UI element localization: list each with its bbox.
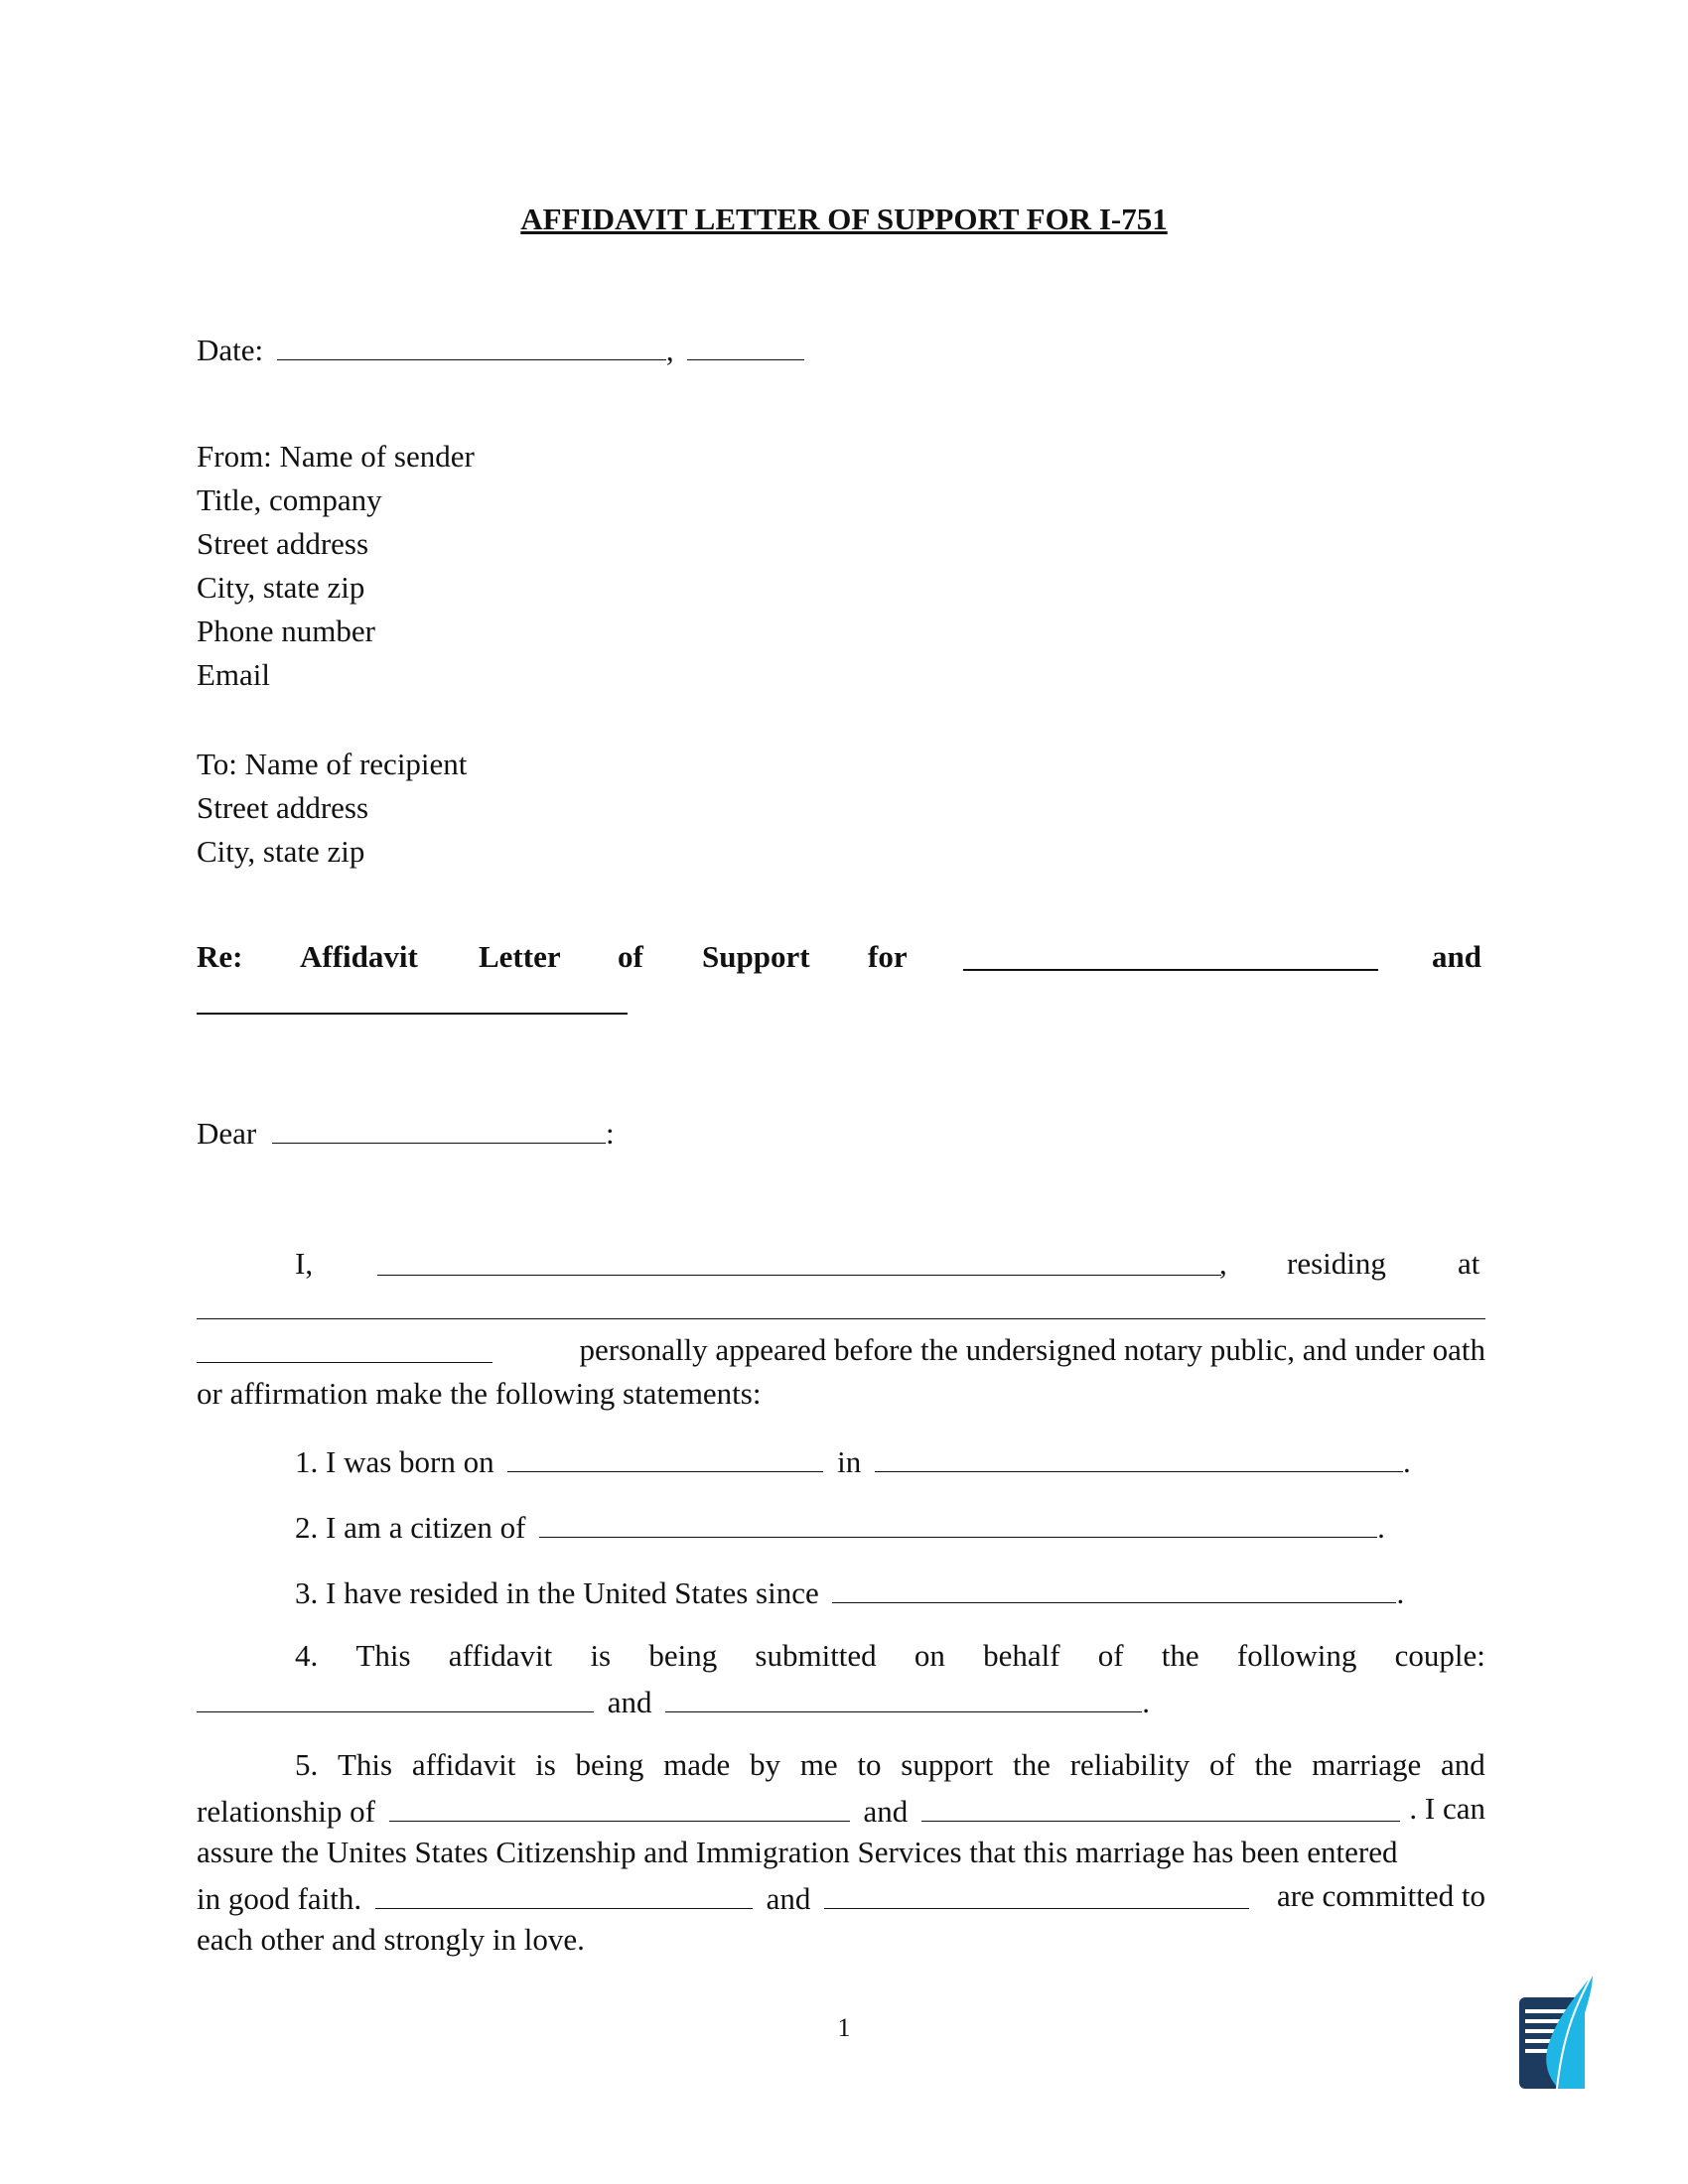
sender-block	[197, 435, 475, 697]
re-word-for: for	[868, 939, 908, 974]
statement-5-line-5: each other and strongly in love.	[197, 1922, 585, 1957]
intro-at: at	[1458, 1246, 1480, 1281]
recipient-street: Street address	[197, 790, 369, 825]
sender-phone: Phone number	[197, 614, 375, 648]
recipient-block	[197, 743, 467, 874]
statement-5-line-2	[197, 1793, 1485, 1827]
statement-4-word: being	[648, 1638, 718, 1673]
committed-name-1-blank[interactable]	[375, 1880, 753, 1909]
committed-name-2-blank[interactable]	[824, 1880, 1249, 1909]
salutation-name-blank[interactable]	[272, 1115, 606, 1144]
statement-5-good-faith: in good faith.	[197, 1881, 362, 1916]
intro-residing: residing	[1287, 1246, 1386, 1281]
citizenship-blank[interactable]	[539, 1509, 1377, 1538]
statement-4-word: 4.	[295, 1638, 319, 1673]
statement-5-i-can: . I can	[1409, 1791, 1485, 1826]
document-feather-logo-icon	[1519, 1974, 1595, 2091]
statement-3	[295, 1574, 1404, 1608]
statement-5-line-4	[197, 1880, 1485, 1914]
date-year-blank[interactable]	[687, 332, 804, 360]
statement-5-line-1	[295, 1749, 1485, 1780]
statement-4-word: behalf	[983, 1638, 1060, 1673]
statement-5-line-4-and: and	[766, 1881, 811, 1916]
date-month-day-blank[interactable]	[277, 332, 666, 360]
statement-5-word: the	[1254, 1747, 1293, 1782]
statement-5-word: me	[799, 1747, 838, 1782]
statement-5-word: affidavit	[411, 1747, 516, 1782]
intro-line-2-text: personally appeared before the undersigned notary public, and under oath	[579, 1332, 1485, 1367]
statement-4-period: .	[1142, 1685, 1151, 1719]
intro-line-2	[197, 1334, 1485, 1365]
intro-comma: ,	[1219, 1246, 1227, 1281]
re-word-of: of	[618, 939, 643, 974]
statement-4-word: This	[355, 1638, 411, 1673]
statement-4-word: couple:	[1394, 1638, 1485, 1673]
date-label: Date:	[197, 333, 264, 367]
statement-5-word: being	[575, 1747, 644, 1782]
statement-2-label: 2. I am a citizen of	[295, 1510, 526, 1545]
statement-1-in: in	[837, 1444, 862, 1479]
statement-4-word: of	[1097, 1638, 1124, 1673]
salutation-dear: Dear	[197, 1116, 257, 1151]
sender-email: Email	[197, 657, 271, 692]
statement-1-born-label: 1. I was born on	[295, 1444, 494, 1479]
intro-line-3: or affirmation make the following statements:	[197, 1376, 762, 1411]
statement-5-word: This	[338, 1747, 393, 1782]
couple-name-2-blank[interactable]	[665, 1684, 1142, 1712]
statement-2	[295, 1509, 1385, 1543]
sender-name: From: Name of sender	[197, 439, 475, 474]
statement-4-and: and	[607, 1685, 652, 1719]
statement-1	[295, 1443, 1411, 1477]
couple-name-1-blank[interactable]	[197, 1684, 594, 1712]
statement-5-word: to	[857, 1747, 882, 1782]
statement-4-word: affidavit	[448, 1638, 553, 1673]
statement-4-word: the	[1161, 1638, 1199, 1673]
statement-5-word: of	[1208, 1747, 1235, 1782]
statement-5-relationship-of: relationship of	[197, 1794, 375, 1829]
re-word-re: Re:	[197, 939, 243, 974]
re-couple-name-2-blank[interactable]	[197, 1013, 628, 1015]
recipient-city: City, state zip	[197, 834, 365, 869]
statement-5-word: and	[1441, 1747, 1485, 1782]
statement-5-line-3: assure the Unites States Citizenship and Immigration Services that this marriage has been entered	[197, 1835, 1398, 1869]
statement-5-word: marriage	[1312, 1747, 1422, 1782]
residence-since-blank[interactable]	[832, 1574, 1396, 1603]
re-word-support: Support	[702, 939, 810, 974]
statement-5-word: by	[750, 1747, 781, 1782]
statement-5-word: the	[1013, 1747, 1051, 1782]
relationship-name-2-blank[interactable]	[921, 1793, 1400, 1822]
statement-3-label: 3. I have resided in the United States since	[295, 1575, 819, 1610]
statement-5-committed-to: are committed to	[1276, 1878, 1485, 1913]
statement-4-word: on	[914, 1638, 945, 1673]
birth-place-blank[interactable]	[875, 1443, 1403, 1472]
statement-3-period: .	[1396, 1575, 1405, 1610]
statement-5-word: made	[663, 1747, 731, 1782]
re-couple-name-1-blank[interactable]	[963, 969, 1378, 971]
statement-4-word: following	[1236, 1638, 1357, 1673]
recipient-name: To: Name of recipient	[197, 747, 468, 781]
salutation-line	[197, 1115, 615, 1149]
birth-date-blank[interactable]	[507, 1443, 823, 1472]
statement-2-period: .	[1377, 1510, 1385, 1545]
statement-5-word: support	[901, 1747, 994, 1782]
address-blank-line-1[interactable]	[197, 1318, 1485, 1319]
re-word-letter: Letter	[479, 939, 561, 974]
sender-title-company: Title, company	[197, 482, 382, 517]
re-word-and: and	[1432, 939, 1481, 974]
date-comma: ,	[665, 333, 674, 367]
statement-5-word: is	[535, 1747, 556, 1782]
statement-5-word: 5.	[295, 1747, 319, 1782]
salutation-colon: :	[605, 1116, 615, 1151]
document-title: AFFIDAVIT LETTER OF SUPPORT FOR I-751	[520, 202, 1168, 236]
statement-1-period: .	[1402, 1444, 1411, 1479]
page-number: 1	[837, 2013, 851, 2042]
statement-4-word: submitted	[755, 1638, 877, 1673]
re-word-affidavit: Affidavit	[300, 939, 418, 974]
relationship-name-1-blank[interactable]	[389, 1793, 850, 1822]
date-line	[197, 332, 804, 365]
statement-5-word: reliability	[1069, 1747, 1191, 1782]
sender-street: Street address	[197, 526, 369, 561]
sender-city: City, state zip	[197, 570, 365, 605]
statement-4-line-2	[197, 1684, 1150, 1717]
affiant-name-blank[interactable]	[377, 1275, 1221, 1276]
statement-5-line-2-and: and	[863, 1794, 909, 1829]
statement-4-line-1	[295, 1640, 1485, 1671]
statement-4-word: is	[590, 1638, 612, 1673]
intro-i: I,	[295, 1246, 314, 1281]
